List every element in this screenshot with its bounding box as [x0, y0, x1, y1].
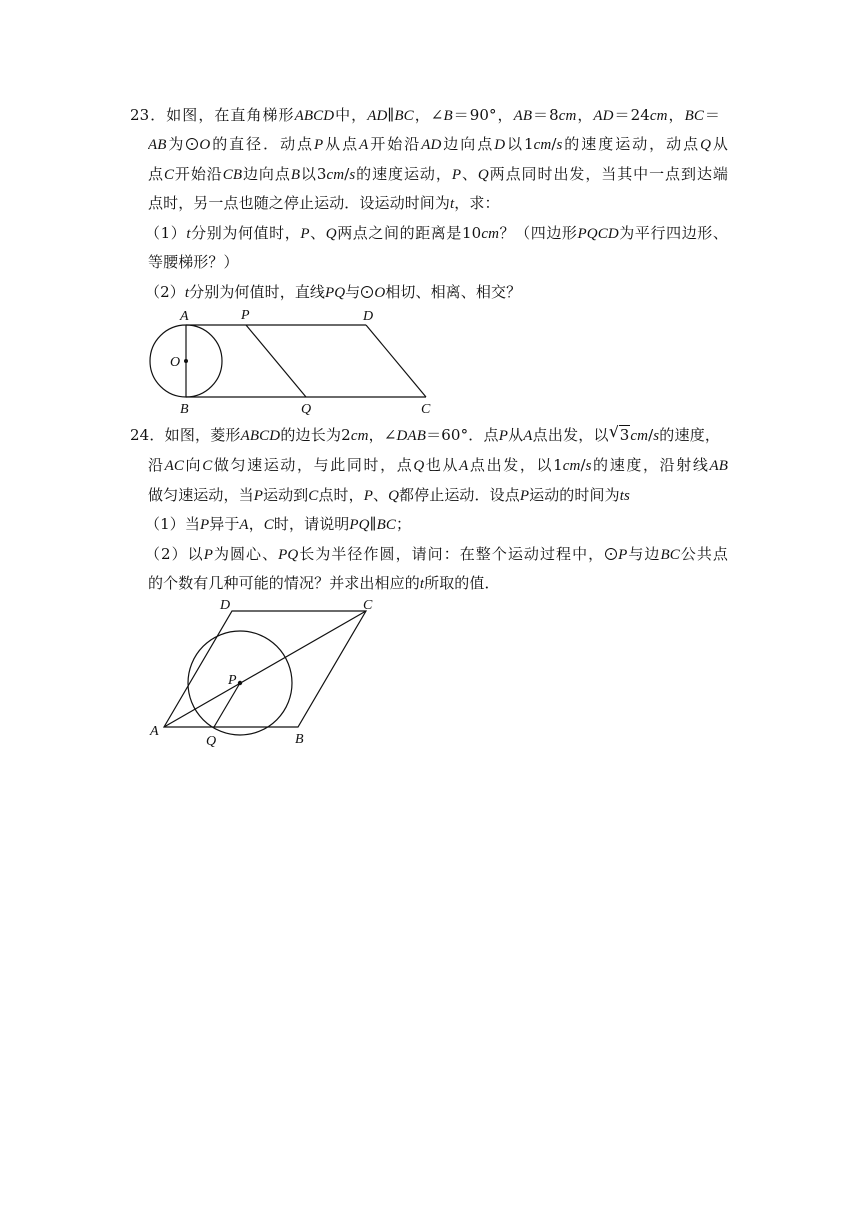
label-c: C — [363, 598, 373, 613]
p23-line-2: AB为 O的直径．动点P从点A开始沿AD边向点D以1cm/s的速度运动，动点Q从 — [148, 135, 728, 153]
label-b: B — [295, 732, 304, 747]
p23-question-1a: （1）t分别为何值时，P、Q两点之间的距离是10cm？（四边形PQCD为平行四边形、 — [145, 224, 728, 242]
label-q: Q — [206, 734, 217, 749]
label-b: B — [180, 402, 189, 417]
label-p: P — [228, 673, 237, 688]
label-d: D — [363, 309, 374, 324]
segment-pq — [214, 683, 240, 727]
p24-question-2b: 的个数有几种可能的情况？并求出相应的t所取的值． — [148, 574, 500, 592]
label-q: Q — [301, 402, 312, 417]
diagonal-ac — [164, 611, 366, 727]
p23-question-2: （2）t分别为何值时，直线PQ与 O相切、相离、相交？ — [145, 283, 522, 301]
label-p: P — [241, 308, 250, 323]
center-point-o — [184, 359, 188, 363]
p23-figure — [140, 305, 440, 420]
circle-dot-icon — [186, 138, 198, 150]
p24-question-2a: （2）以P为圆心、PQ长为半径作圆，请问：在整个运动过程中， P与边BC公共点 — [145, 545, 728, 563]
segment-pq — [246, 325, 306, 397]
label-c: C — [421, 402, 431, 417]
p23-line-4: 点时，另一点也随之停止运动．设运动时间为t，求： — [148, 194, 500, 212]
label-o: O — [170, 355, 181, 370]
p24-number: 24． — [130, 426, 165, 444]
label-a: A — [180, 309, 189, 324]
p23-question-1b: 等腰梯形？） — [148, 253, 239, 271]
circle-dot-icon — [361, 286, 373, 298]
label-a: A — [150, 724, 159, 739]
segment-dc — [366, 325, 426, 397]
p24-figure — [140, 595, 380, 755]
label-d: D — [220, 598, 231, 613]
p24-question-1: （1）当P异于A，C时，请说明PQ∥BC； — [145, 515, 412, 533]
p23-line-1: 23．如图，在直角梯形ABCD中，AD∥BC，∠B＝90°，AB＝8cm，AD＝24cm，BC＝ — [130, 106, 720, 124]
sqrt-icon: √ 3 — [609, 425, 631, 445]
center-point-p — [238, 681, 242, 685]
p23-number: 23． — [130, 106, 167, 124]
p24-line-2: 沿AC向C做匀速运动，与此同时，点Q也从A点出发，以1cm/s的速度，沿射线AB — [148, 456, 728, 474]
p24-line-3: 做匀速运动，当P运动到C点时，P、Q都停止运动．设点P运动的时间为ts — [148, 486, 630, 504]
p24-line-1: 24．如图，菱形ABCD的边长为2cm，∠DAB＝60°．点P从A点出发，以√ 3cm/s的速度， — [130, 425, 720, 445]
circle-dot-icon — [605, 548, 617, 560]
p23-line-3: 点C开始沿CB边向点B以3cm/s的速度运动，P、Q两点同时出发，当其中一点到达端 — [148, 165, 728, 183]
